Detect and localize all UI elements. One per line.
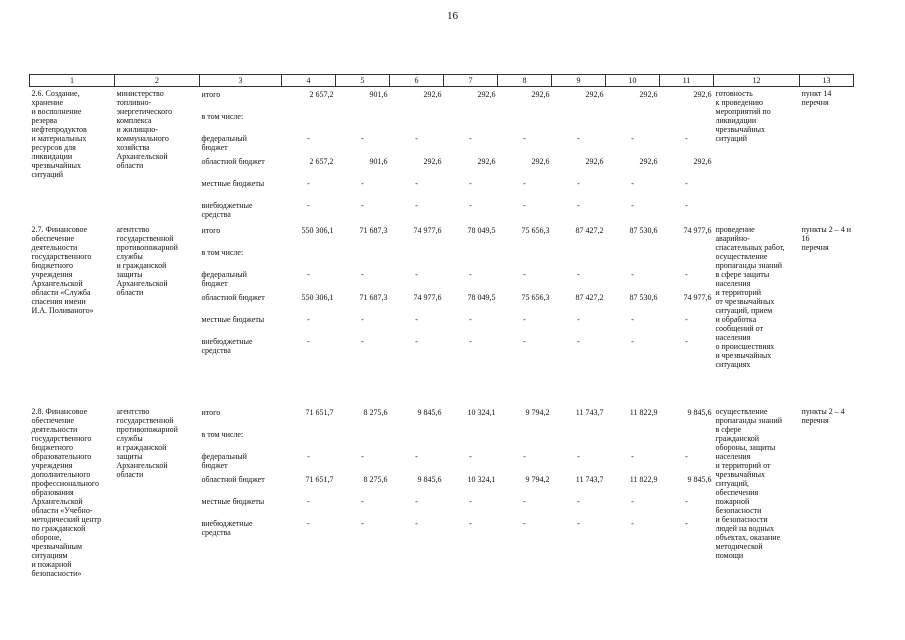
amount-cell	[336, 245, 390, 267]
amount-cell: 2 657,2	[309, 157, 334, 166]
amount-cell: -	[415, 201, 418, 210]
amount-cell: 9 794,2	[525, 475, 550, 484]
amount-cell: -	[523, 179, 526, 188]
amount-cell: 11 822,9	[629, 475, 658, 484]
amount-cell	[552, 245, 606, 267]
amount-cell: -	[361, 452, 364, 461]
funding-source-label: итого	[201, 90, 221, 99]
amount-cell	[498, 109, 552, 131]
reference: пункты 2 – 4 и 16 перечня	[801, 225, 851, 252]
amount-cell	[282, 245, 336, 267]
amount-cell: -	[361, 270, 364, 279]
amount-cell: -	[631, 315, 634, 324]
amount-cell: 11 822,9	[629, 408, 658, 417]
amount-cell: -	[307, 315, 310, 324]
amount-cell	[282, 427, 336, 449]
column-number: 12	[714, 75, 800, 87]
amount-cell: -	[307, 201, 310, 210]
amount-cell	[606, 245, 660, 267]
amount-cell	[552, 427, 606, 449]
column-number: 4	[282, 75, 336, 87]
amount-cell: 74 977,6	[683, 293, 712, 302]
table-row	[30, 405, 854, 427]
table-row	[30, 223, 854, 245]
program-activities-table	[29, 74, 854, 609]
funding-source-label: федеральный бюджет	[201, 270, 247, 288]
amount-cell: -	[685, 134, 688, 143]
amount-cell: -	[469, 201, 472, 210]
amount-cell: 8 275,6	[363, 475, 388, 484]
amount-cell: -	[307, 337, 310, 346]
amount-cell: 75 656,3	[521, 226, 550, 235]
amount-cell	[660, 245, 714, 267]
amount-cell: 9 845,6	[687, 408, 712, 417]
funding-source-label: внебюджетные средства	[201, 201, 253, 219]
amount-cell: 901,6	[369, 90, 388, 99]
column-number: 10	[606, 75, 660, 87]
amount-cell: -	[523, 337, 526, 346]
funding-source-label: в том числе:	[201, 112, 244, 121]
amount-cell: -	[577, 337, 580, 346]
amount-cell: 9 794,2	[525, 408, 550, 417]
amount-cell: -	[307, 519, 310, 528]
amount-cell: 292,6	[693, 90, 712, 99]
amount-cell: 8 275,6	[363, 408, 388, 417]
amount-cell: -	[685, 179, 688, 188]
amount-cell: -	[307, 179, 310, 188]
funding-source-label: итого	[201, 408, 221, 417]
amount-cell: -	[523, 270, 526, 279]
amount-cell: -	[631, 201, 634, 210]
amount-cell: 78 049,5	[467, 293, 496, 302]
amount-cell: -	[685, 452, 688, 461]
amount-cell: -	[577, 270, 580, 279]
amount-cell: -	[361, 337, 364, 346]
column-number: 7	[444, 75, 498, 87]
amount-cell: 292,6	[585, 157, 604, 166]
amount-cell: 10 324,1	[467, 408, 496, 417]
amount-cell	[606, 427, 660, 449]
table-body	[30, 87, 854, 610]
amount-cell: 292,6	[531, 157, 550, 166]
amount-cell: -	[577, 315, 580, 324]
amount-cell	[444, 427, 498, 449]
amount-cell: 292,6	[639, 157, 658, 166]
activity-name: 2.6. Создание, хранение и восполнение резерва нефтепродуктов и материальных ресурсов для ликвидации чрезвычайных ситуаций	[31, 89, 87, 179]
amount-cell: 11 743,7	[575, 475, 604, 484]
amount-cell: -	[631, 134, 634, 143]
amount-cell: -	[523, 201, 526, 210]
amount-cell: -	[469, 519, 472, 528]
funding-source-label: федеральный бюджет	[201, 452, 247, 470]
amount-cell: -	[523, 134, 526, 143]
amount-cell: 11 743,7	[575, 408, 604, 417]
amount-cell: -	[631, 337, 634, 346]
column-number: 5	[336, 75, 390, 87]
amount-cell: 9 845,6	[687, 475, 712, 484]
column-number: 8	[498, 75, 552, 87]
amount-cell: -	[469, 270, 472, 279]
amount-cell: 74 977,6	[683, 226, 712, 235]
amount-cell: -	[469, 315, 472, 324]
amount-cell: -	[307, 270, 310, 279]
amount-cell: -	[577, 134, 580, 143]
amount-cell: -	[415, 270, 418, 279]
amount-cell: -	[307, 134, 310, 143]
column-number: 1	[30, 75, 115, 87]
amount-cell: -	[415, 452, 418, 461]
amount-cell: -	[685, 497, 688, 506]
funding-source-label: в том числе:	[201, 248, 244, 257]
amount-cell: -	[415, 519, 418, 528]
reference: пункты 2 – 4 перечня	[801, 407, 845, 425]
amount-cell	[390, 245, 444, 267]
amount-cell: -	[469, 179, 472, 188]
amount-cell: 292,6	[423, 157, 442, 166]
amount-cell: 74 977,6	[413, 226, 442, 235]
amount-cell: 292,6	[585, 90, 604, 99]
amount-cell: -	[361, 134, 364, 143]
funding-source-label: федеральный бюджет	[201, 134, 247, 152]
amount-cell: -	[523, 497, 526, 506]
amount-cell: -	[469, 134, 472, 143]
amount-cell: 292,6	[639, 90, 658, 99]
amount-cell: -	[631, 179, 634, 188]
amount-cell	[336, 427, 390, 449]
funding-source-label: местные бюджеты	[201, 497, 265, 506]
expected-result: осуществление пропаганды знаний в сфере гражданской обороны, защиты населения и территорий от чрезвычайных ситуаций, обеспечения пожарной безопасности и безопасности людей на водных объектах, оказание методической помощи	[715, 407, 783, 560]
amount-cell: -	[577, 179, 580, 188]
amount-cell: -	[469, 452, 472, 461]
amount-cell: 74 977,6	[413, 293, 442, 302]
amount-cell: 9 845,6	[417, 475, 442, 484]
amount-cell	[390, 109, 444, 131]
amount-cell: 10 324,1	[467, 475, 496, 484]
amount-cell: -	[631, 497, 634, 506]
amount-cell: -	[307, 497, 310, 506]
amount-cell: 78 049,5	[467, 226, 496, 235]
amount-cell: -	[523, 519, 526, 528]
amount-cell: 71 687,3	[359, 226, 388, 235]
amount-cell: -	[415, 315, 418, 324]
funding-source-label: местные бюджеты	[201, 179, 265, 188]
amount-cell	[660, 427, 714, 449]
executor: министерство топливно- энергетического комплекса и жилищно- коммунального хозяйства Архангельской области	[116, 89, 173, 170]
funding-source-label: областной бюджет	[201, 475, 265, 484]
amount-cell: 71 651,7	[305, 408, 334, 417]
amount-cell: -	[685, 337, 688, 346]
executor: агентство государственной противопожарной службы и гражданской защиты Архангельской области	[116, 225, 178, 297]
amount-cell: -	[361, 497, 364, 506]
amount-cell	[606, 109, 660, 131]
funding-source-label: областной бюджет	[201, 293, 265, 302]
amount-cell: 87 427,2	[575, 226, 604, 235]
amount-cell: -	[523, 452, 526, 461]
amount-cell: -	[415, 337, 418, 346]
amount-cell: 75 656,3	[521, 293, 550, 302]
amount-cell	[660, 109, 714, 131]
amount-cell: 71 687,3	[359, 293, 388, 302]
executor: агентство государственной противопожарной службы и гражданской защиты Архангельской области	[116, 407, 178, 479]
amount-cell: -	[577, 201, 580, 210]
funding-source-label: итого	[201, 226, 221, 235]
amount-cell	[552, 109, 606, 131]
amount-cell: -	[577, 519, 580, 528]
amount-cell: 71 651,7	[305, 475, 334, 484]
amount-cell: 292,6	[693, 157, 712, 166]
amount-cell: -	[685, 519, 688, 528]
amount-cell: -	[415, 179, 418, 188]
amount-cell: 292,6	[531, 90, 550, 99]
amount-cell: 292,6	[477, 157, 496, 166]
expected-result: готовность к проведению мероприятий по ликвидации чрезвычайных ситуаций	[715, 89, 771, 143]
amount-cell	[282, 109, 336, 131]
column-number: 9	[552, 75, 606, 87]
amount-cell: -	[631, 519, 634, 528]
amount-cell	[444, 109, 498, 131]
column-number: 13	[800, 75, 854, 87]
amount-cell: 292,6	[423, 90, 442, 99]
activity-name: 2.8. Финансовое обеспечение деятельности государственного бюджетного образовательного учреждения дополнительного профессионального образования Архангельской области «Учебно- методический центр по гражданской обороне, чрезвычайным ситуациям и пожарной безопасности»	[31, 407, 102, 578]
amount-cell: 550 306,1	[301, 293, 334, 302]
column-number: 2	[115, 75, 200, 87]
column-number: 6	[390, 75, 444, 87]
amount-cell: -	[631, 270, 634, 279]
column-number: 11	[660, 75, 714, 87]
amount-cell: -	[631, 452, 634, 461]
reference: пункт 14 перечня	[801, 89, 832, 107]
amount-cell: -	[415, 497, 418, 506]
amount-cell: -	[469, 337, 472, 346]
amount-cell: 2 657,2	[309, 90, 334, 99]
amount-cell: -	[685, 270, 688, 279]
amount-cell: -	[307, 452, 310, 461]
amount-cell: 901,6	[369, 157, 388, 166]
amount-cell: -	[361, 179, 364, 188]
amount-cell: 87 530,6	[629, 226, 658, 235]
funding-source-label: внебюджетные средства	[201, 519, 253, 537]
page-number: 16	[447, 10, 458, 22]
column-number: 3	[200, 75, 282, 87]
amount-cell	[498, 245, 552, 267]
amount-cell: 9 845,6	[417, 408, 442, 417]
amount-cell: -	[469, 497, 472, 506]
amount-cell	[444, 245, 498, 267]
amount-cell: -	[577, 497, 580, 506]
amount-cell: 87 530,6	[629, 293, 658, 302]
amount-cell: -	[685, 201, 688, 210]
amount-cell: 292,6	[477, 90, 496, 99]
amount-cell	[498, 427, 552, 449]
expected-result: проведение аварийно- спасательных работ, осуществление пропаганды знаний в сфере защиты населения и территорий от чрезвычайных ситуаций, прием и обработка сообщений от населения о происшествиях и чрезвычайных ситуациях	[715, 225, 785, 369]
table-row	[30, 87, 854, 110]
amount-cell: -	[361, 519, 364, 528]
amount-cell: -	[577, 452, 580, 461]
activity-name: 2.7. Финансовое обеспечение деятельности государственного бюджетного учреждения Архангельской области «Служба спасения имени И.А. Поливаного»	[31, 225, 94, 315]
amount-cell: -	[685, 315, 688, 324]
amount-cell: -	[415, 134, 418, 143]
funding-source-label: в том числе:	[201, 430, 244, 439]
funding-source-label: областной бюджет	[201, 157, 265, 166]
amount-cell: -	[523, 315, 526, 324]
column-number-row	[30, 75, 854, 87]
funding-source-label: местные бюджеты	[201, 315, 265, 324]
amount-cell: 550 306,1	[301, 226, 334, 235]
amount-cell	[336, 109, 390, 131]
amount-cell: -	[361, 201, 364, 210]
amount-cell: -	[361, 315, 364, 324]
amount-cell: 87 427,2	[575, 293, 604, 302]
funding-source-label: внебюджетные средства	[201, 337, 253, 355]
amount-cell	[390, 427, 444, 449]
